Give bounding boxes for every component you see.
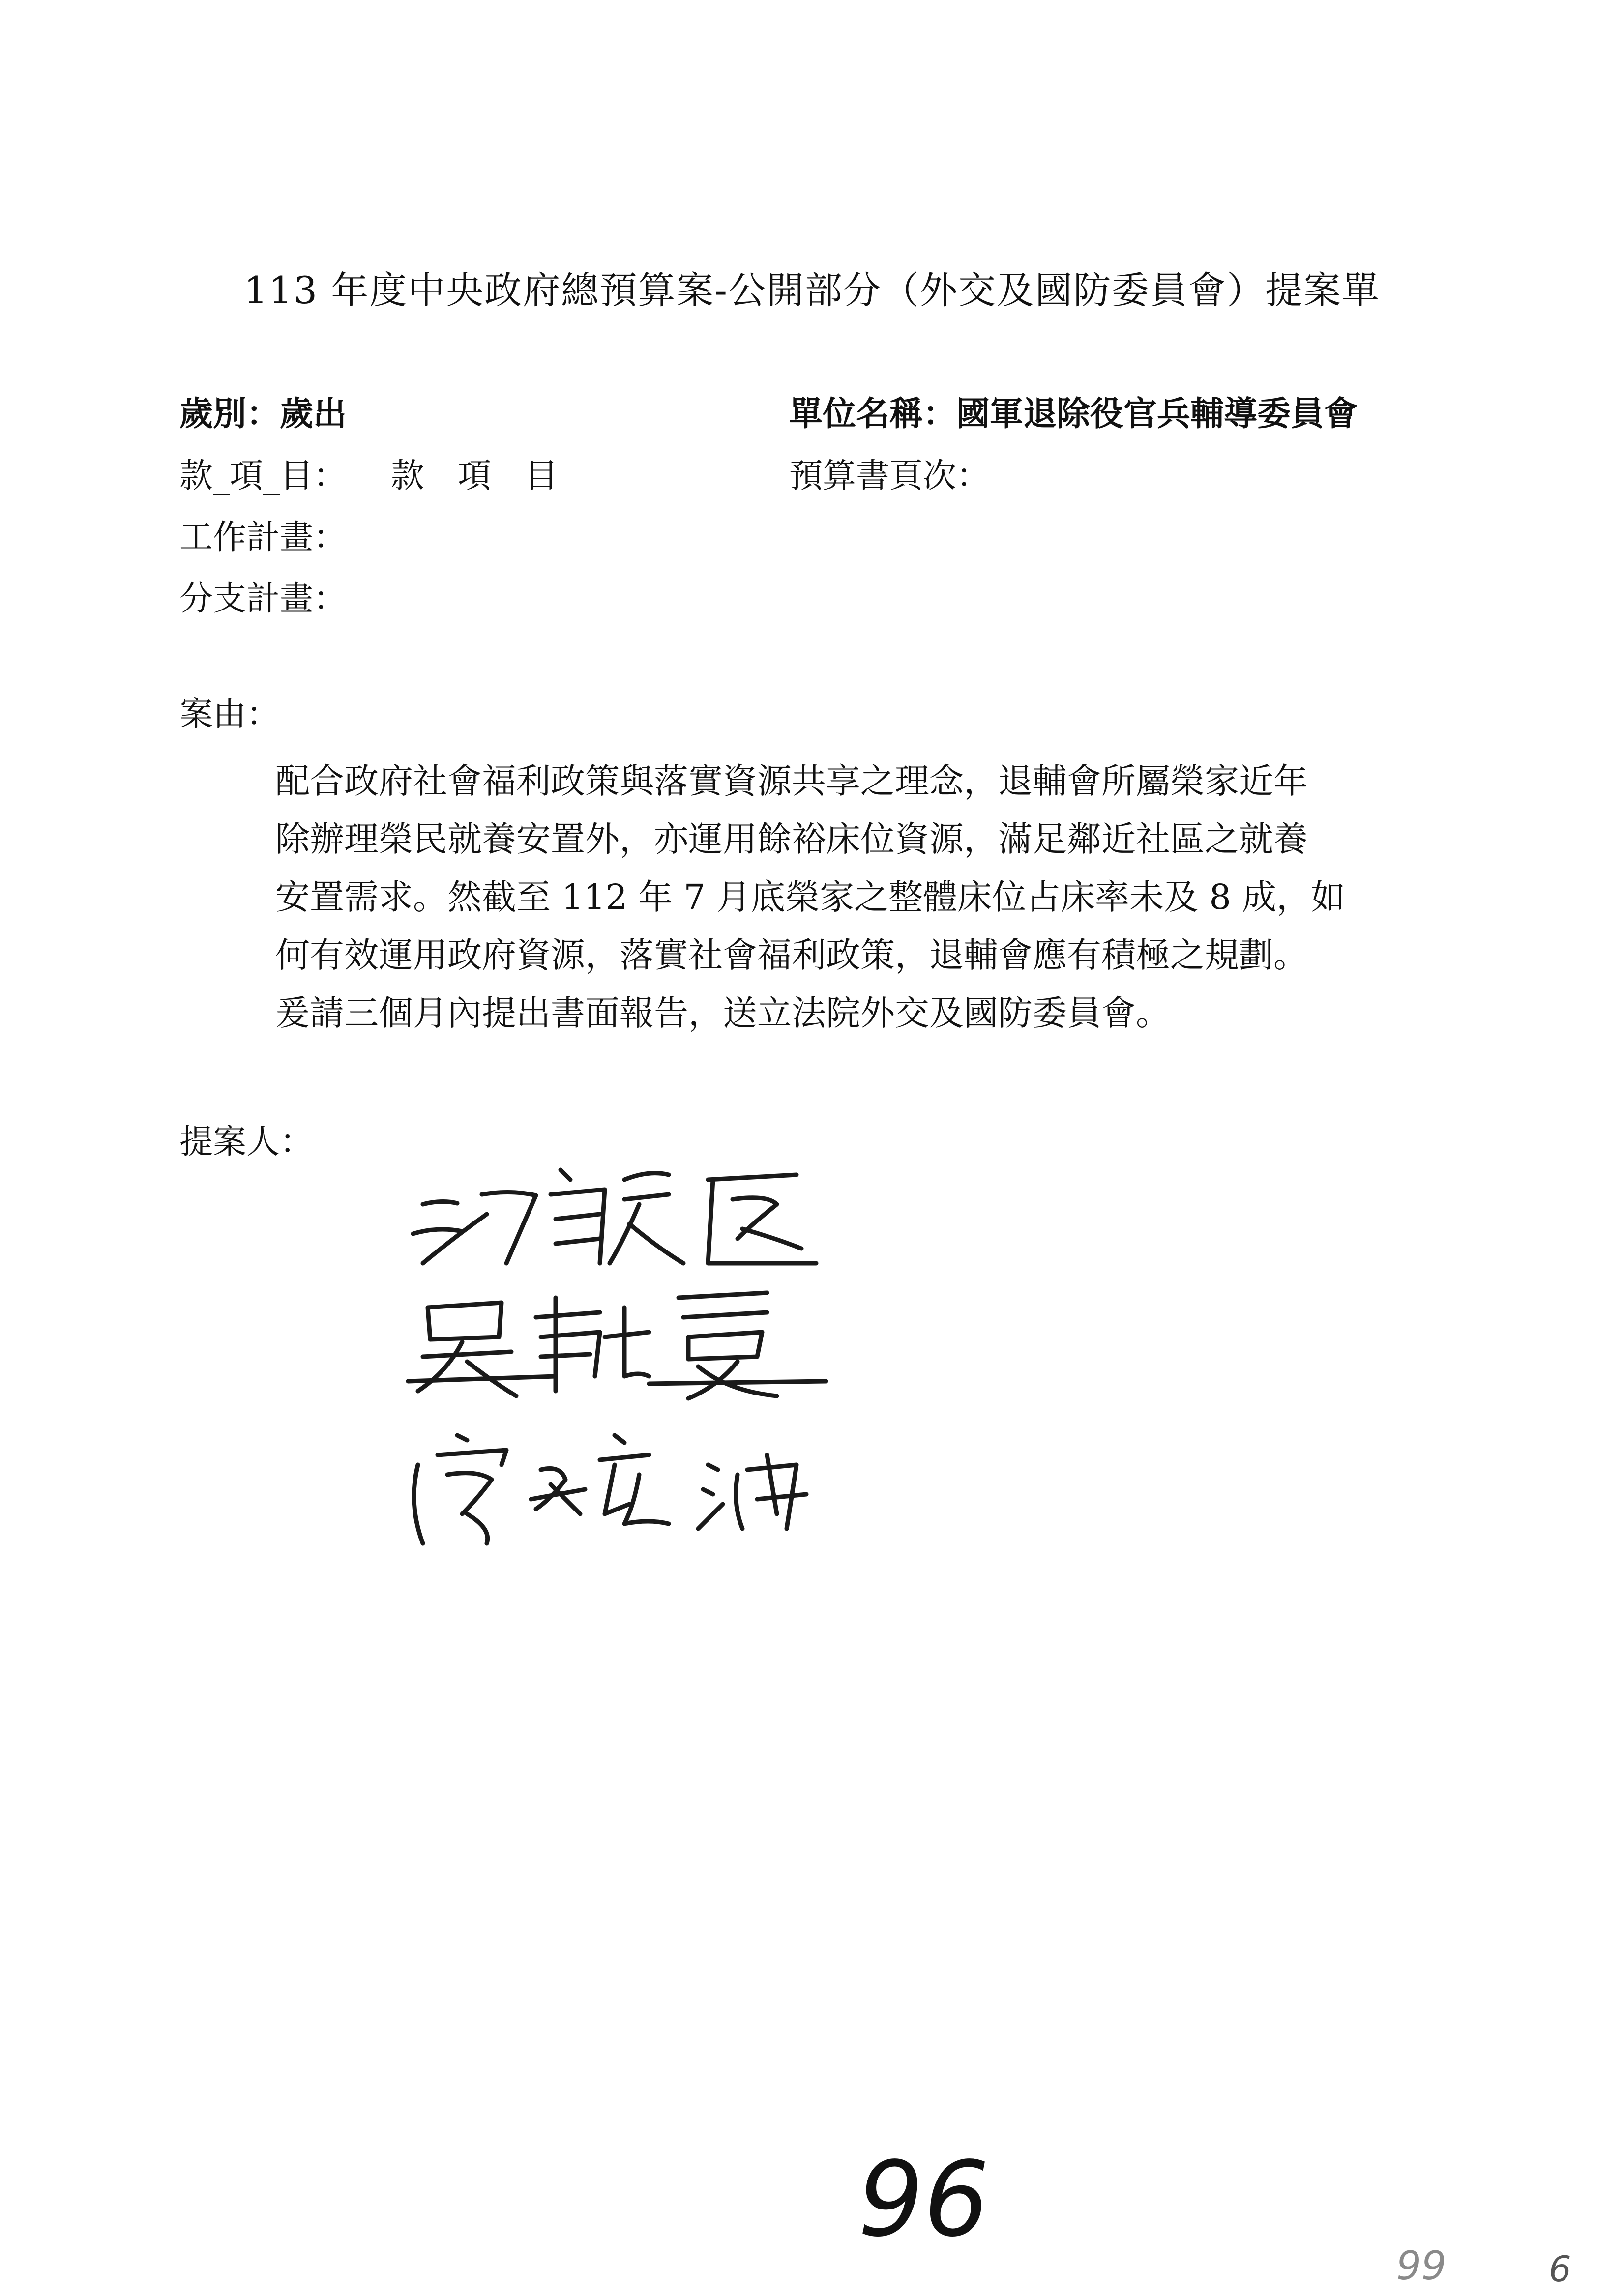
budget-page-label: 預算書頁次： [789,457,990,495]
reason-line: 配合政府社會福利政策與落實資源共享之理念，退輔會所屬榮家近年 [275,761,1308,801]
reason-body [275,752,1446,1042]
signature-3 [393,1416,836,1553]
reason-label: 案由： [179,695,280,734]
item-label: 款_項_目： [179,457,347,495]
signature-1 [393,1140,836,1278]
reason-line: 安置需求。然截至 112 年 7 月底榮家之整體床位占床率未及 8 成，如 [275,877,1346,917]
budget-page-field [789,457,990,495]
category-field [179,394,347,434]
category-value: 歲出 [280,394,347,434]
proposer-label: 提案人： [179,1123,314,1162]
document-title: 113 年度中央政府總預算案-公開部分（外交及國防委員會）提案單 [244,268,1380,312]
sub-plan-field [179,582,347,616]
category-label: 歲別： [179,394,280,434]
work-plan-field [179,518,347,557]
work-plan-label: 工作計畫： [179,518,347,557]
page-mark-2: 6 [1549,2248,1571,2290]
unit-field [789,394,1358,434]
page-number: 96 [858,2139,990,2260]
reason-line: 爰請三個月內提出書面報告，送立法院外交及國防委員會。 [275,993,1170,1033]
sub-plan-label: 分支計畫： [179,580,347,618]
item-value: 款 項 目 [391,457,559,495]
unit-value: 國軍退除役官兵輔導委員會 [956,394,1358,434]
reason-line: 除辦理榮民就養安置外，亦運用餘裕床位資源，滿足鄰近社區之就養 [275,819,1308,859]
reason-line: 何有效運用政府資源，落實社會福利政策，退輔會應有積極之規劃。 [275,935,1308,975]
item-field [179,457,559,495]
signature-2 [393,1278,836,1406]
page-mark-1: 99 [1396,2243,1447,2289]
unit-label: 單位名稱： [789,394,957,434]
